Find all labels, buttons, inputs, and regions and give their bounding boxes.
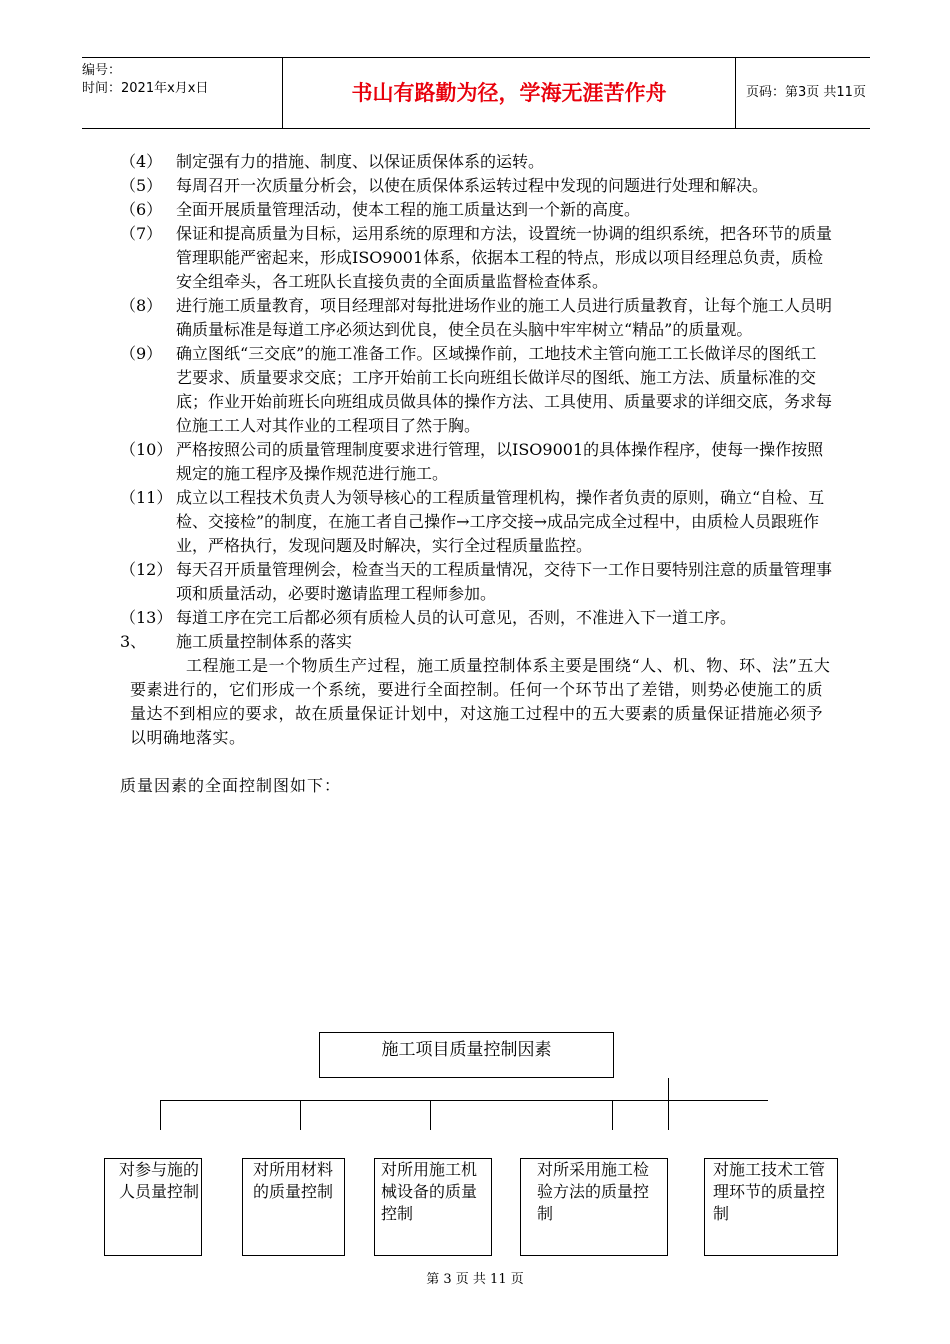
connector [612, 1100, 613, 1130]
diagram-child-label: 对所用材料的质量控制 [253, 1160, 334, 1201]
diagram-root-box [319, 1032, 614, 1078]
body-paragraph: 工程施工是一个物质生产过程，施工质量控制体系主要是围绕“人、机、物、环、法”五大要素进行的，它们形成一个系统，要进行全面控制。任何一个环节出了差错，则势必使施工的质量达不到相应的要求，故在质量保证计划中，对这施工过程中的五大要素的质量保证措施必须予以明确地落实。 [130, 656, 831, 747]
connector [300, 1100, 301, 1130]
list-item-number: （13） [120, 608, 173, 627]
diagram-child-box [520, 1158, 668, 1256]
page-header [82, 57, 870, 129]
motto: 书山有路勤为径，学海无涯苦作舟 [282, 58, 736, 128]
list-item [120, 342, 832, 438]
section-heading [120, 630, 832, 654]
list-item-text: 全面开展质量管理活动，使本工程的施工质量达到一个新的高度。 [176, 200, 641, 219]
diagram-child-box [104, 1158, 202, 1256]
diagram-child-label: 对所用施工机械设备的质量控制 [381, 1160, 478, 1223]
item-list [120, 150, 832, 630]
number-label: 编号： [82, 63, 122, 78]
list-item-number: （4） [120, 152, 163, 171]
diagram-child-label: 对参与施的人员量控制 [119, 1160, 200, 1201]
list-item-text: 制定强有力的措施、制度、以保证质保体系的运转。 [176, 152, 545, 171]
list-item-number: （8） [120, 296, 163, 315]
header-meta [82, 58, 282, 132]
list-item-number: （10） [120, 440, 173, 459]
time-label: 时间：2021年x月x日 [82, 81, 209, 96]
list-item-text: 进行施工质量教育，项目经理部对每批进场作业的施工人员进行质量教育，让每个施工人员明确质量标准是每道工序必须达到优良，使全员在头脑中牢牢树立“精品”的质量观。 [176, 296, 833, 339]
list-item [120, 486, 832, 558]
connector [160, 1100, 161, 1130]
list-item-number: （6） [120, 200, 163, 219]
list-item-text: 每天召开质量管理例会，检查当天的工程质量情况，交待下一工作日要特别注意的质量管理事项和质量活动，必要时邀请监理工程师参加。 [176, 560, 833, 603]
diagram-root-label: 施工项目质量控制因素 [381, 1040, 552, 1060]
list-item-text: 确立图纸“三交底”的施工准备工作。区域操作前，工地技术主管向施工工长做详尽的图纸工艺要求、质量要求交底；工序开始前工长向班组长做详尽的图纸、施工方法、质量标准的交底；作业开始前班长向班组成员做具体的操作方法、工具使用、质量要求的详细交底，务求每位施工工人对其作业的工程项目了然于胸。 [176, 344, 833, 435]
list-item [120, 606, 832, 630]
list-item [120, 558, 832, 606]
list-item [120, 198, 832, 222]
list-item-number: （5） [120, 176, 163, 195]
diagram-intro: 质量因素的全面控制图如下： [120, 776, 342, 795]
connector [160, 1100, 768, 1101]
list-item-number: （12） [120, 560, 173, 579]
list-item-number: （7） [120, 224, 163, 243]
connector [668, 1078, 669, 1101]
list-item [120, 150, 832, 174]
section-number: 3、 [120, 632, 147, 651]
list-item-number: （11） [120, 488, 173, 507]
document-body [120, 150, 832, 798]
page-info: 页码：第3页 共11页 [746, 85, 866, 100]
diagram-child-box [242, 1158, 345, 1256]
list-item [120, 174, 832, 198]
diagram-child-box [704, 1158, 838, 1256]
diagram-child-label: 对施工技术工管理环节的质量控制 [713, 1160, 826, 1223]
connector [668, 1100, 669, 1130]
list-item-text: 保证和提高质量为目标，运用系统的原理和方法，设置统一协调的组织系统，把各环节的质量管理职能严密起来，形成ISO9001体系，依据本工程的特点，形成以项目经理总负责，质检安全组牵头，各工班队长直接负责的全面质量监督检查体系。 [176, 224, 833, 291]
list-item-text: 成立以工程技术负责人为领导核心的工程质量管理机构，操作者负责的原则，确立“自检、互检、交接检”的制度，在施工者自己操作→工序交接→成品完成全过程中，由质检人员跟班作业，严格执行，发现问题及时解决，实行全过程质量监控。 [176, 488, 825, 555]
list-item-text: 严格按照公司的质量管理制度要求进行管理，以ISO9001的具体操作程序，使每一操作按照规定的施工程序及操作规范进行施工。 [176, 440, 824, 483]
list-item-text: 每周召开一次质量分析会，以使在质保体系运转过程中发现的问题进行处理和解决。 [176, 176, 769, 195]
page-footer: 第 3 页 共 11 页 [426, 1272, 524, 1287]
list-item [120, 294, 832, 342]
diagram-child-box [374, 1158, 492, 1256]
diagram-child-label: 对所采用施工检验方法的质量控制 [537, 1160, 650, 1223]
list-item [120, 438, 832, 486]
list-item-number: （9） [120, 344, 163, 363]
list-item [120, 222, 832, 294]
section-title: 施工质量控制体系的落实 [176, 632, 353, 651]
connector [430, 1100, 431, 1130]
list-item-text: 每道工序在完工后都必须有质检人员的认可意见，否则，不准进入下一道工序。 [176, 608, 737, 627]
